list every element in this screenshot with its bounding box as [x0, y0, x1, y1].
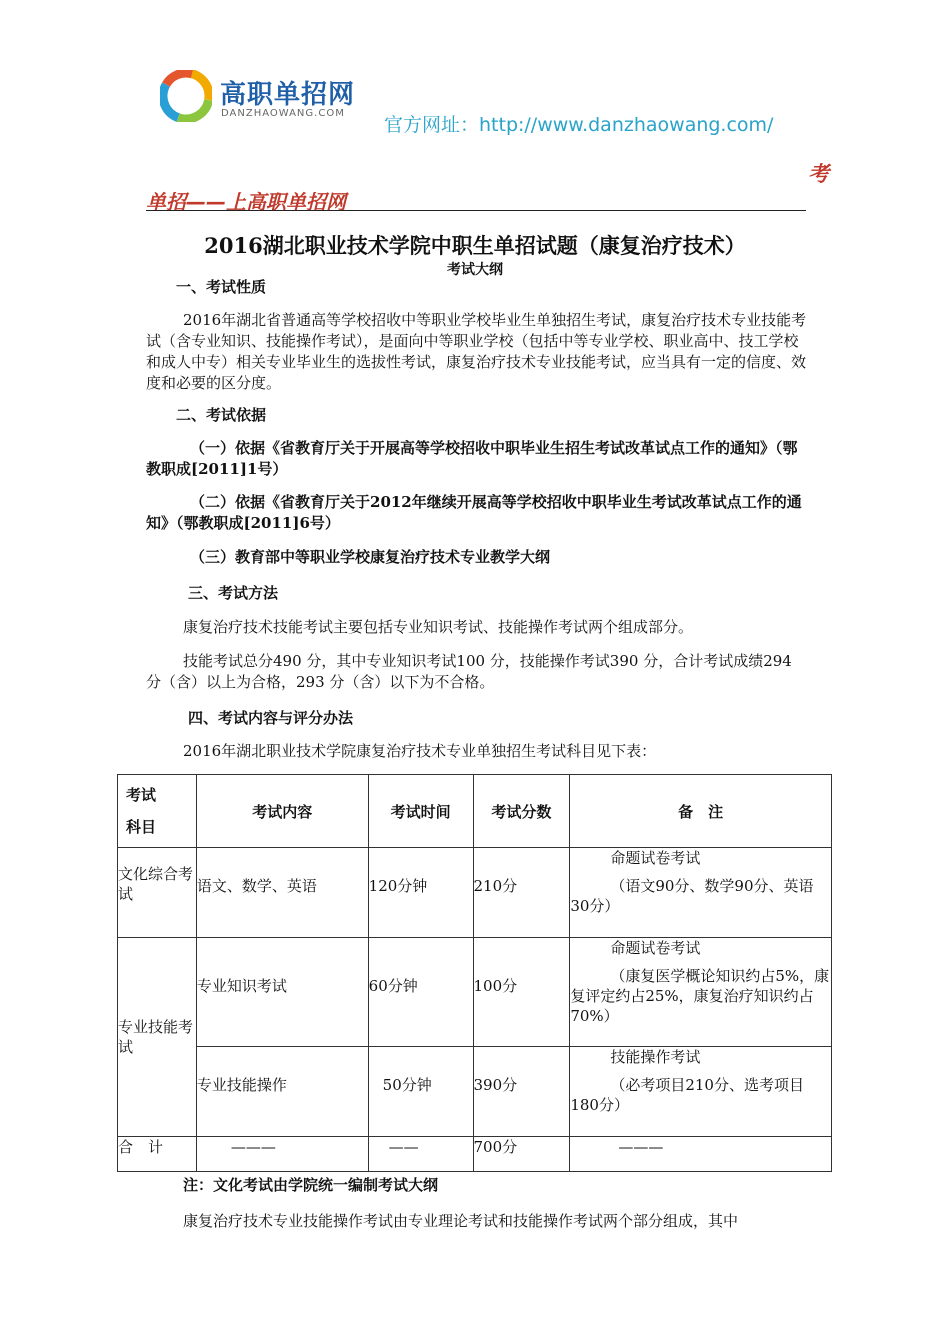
- row1-note: [570, 848, 832, 938]
- section-3-heading: 三、考试方法: [188, 584, 279, 602]
- official-site-link[interactable]: 官方网址：http://www.danzhaowang.com/: [384, 114, 774, 136]
- header-note: 备 注: [570, 775, 832, 848]
- row1-score: 210分: [473, 848, 570, 938]
- row3-content: 专业技能操作: [196, 1047, 368, 1137]
- row1-content: 语文、数学、英语: [196, 848, 368, 938]
- closing-paragraph: 康复治疗技术专业技能操作考试由专业理论考试和技能操作考试两个部分组成，其中: [183, 1212, 739, 1230]
- logo-subtitle: DANZHAOWANG.COM: [221, 108, 345, 119]
- section-2-heading: 二、考试依据: [176, 406, 267, 424]
- row2-time: 60分钟: [368, 938, 473, 1047]
- row2-note: [570, 938, 832, 1047]
- basis-item-1: （一）依据《省教育厅关于开展高等学校招收中职毕业生招生考试改革试点工作的通知》（鄂教职成[2011]1号）: [146, 439, 798, 478]
- header-subject: [118, 775, 197, 848]
- row2-note-detail: （康复医学概论知识约占5%，康复评定约占25%，康复治疗知识约占70%）: [570, 967, 830, 1025]
- row3-note-detail: （必考项目210分、选考项目180分）: [570, 1076, 804, 1114]
- row2-note-title: 命题试卷考试: [610, 939, 701, 957]
- banner-slogan: 单招——上高职单招网: [146, 190, 346, 214]
- logo-name: 高职单招网: [220, 80, 356, 110]
- row4-subject: 合 计: [118, 1137, 197, 1172]
- row4-score: 700分: [473, 1137, 570, 1172]
- basis-item-2: （二）依据《省教育厅关于2012年继续开展高等学校招收中职毕业生考试改革试点工作的通知》（鄂教职成[2011]6号）: [146, 493, 802, 532]
- row3-note: [570, 1047, 832, 1137]
- header-divider: [146, 210, 806, 211]
- section-4-paragraph: 2016年湖北职业技术学院康复治疗技术专业单独招生考试科目见下表：: [183, 742, 657, 760]
- row2-score: 100分: [473, 938, 570, 1047]
- section-4-heading: 四、考试内容与评分办法: [188, 709, 354, 727]
- row2-subject: 专业技能考试: [118, 938, 197, 1137]
- section-1-heading: 一、考试性质: [176, 278, 267, 296]
- logo-mark-icon: [160, 70, 212, 122]
- header-subject-line-1: 考试: [126, 786, 157, 804]
- row3-time: 50分钟: [368, 1047, 473, 1137]
- section-3-paragraph-1: 康复治疗技术技能考试主要包括专业知识考试、技能操作考试两个组成部分。: [183, 618, 694, 636]
- row3-score: 390分: [473, 1047, 570, 1137]
- header-content: 考试内容: [196, 775, 368, 848]
- header-score: 考试分数: [473, 775, 570, 848]
- table-row: [118, 848, 832, 938]
- header-time: 考试时间: [368, 775, 473, 848]
- table-row: [118, 938, 832, 1047]
- row4-note: ———: [570, 1137, 832, 1172]
- row1-subject: 文化综合考试: [118, 848, 197, 938]
- section-3-paragraph-2: 技能考试总分490 分，其中专业知识考试100 分，技能操作考试390 分，合计考试成绩294 分（含）以上为合格，293 分（含）以下为不合格。: [146, 652, 792, 691]
- basis-item-3: （三）教育部中等职业学校康复治疗技术专业教学大纲: [190, 548, 551, 566]
- page-title: 2016湖北职业技术学院中职生单招试题（康复治疗技术）: [204, 233, 746, 258]
- row4-content: ———: [196, 1137, 368, 1172]
- table-row: [118, 1137, 832, 1172]
- section-1-paragraph: 2016年湖北省普通高等学校招收中等职业学校毕业生单独招生考试，康复治疗技术专业技能考试（含专业知识、技能操作考试），是面向中等职业学校（包括中等专业学校、职业高中、技工学校和成人中专）相关专业毕业生的选拔性考试，康复治疗技术专业技能考试，应当具有一定的信度、效度和必要的区分度。: [146, 311, 807, 392]
- table-header-row: [118, 775, 832, 848]
- row1-note-detail: （语文90分、数学90分、英语30分）: [570, 877, 814, 915]
- row4-time: ——: [368, 1137, 473, 1172]
- page-subtitle: 考试大纲: [447, 262, 503, 278]
- exam-subject-table: [117, 774, 832, 1172]
- row1-note-title: 命题试卷考试: [610, 849, 701, 867]
- header-subject-line-2: 科目: [126, 818, 157, 836]
- row3-note-title: 技能操作考试: [610, 1048, 701, 1066]
- table-row: [118, 1047, 832, 1137]
- table-footnote: 注：文化考试由学院统一编制考试大纲: [183, 1176, 439, 1194]
- corner-char: 考: [808, 162, 829, 186]
- row2-content: 专业知识考试: [196, 938, 368, 1047]
- row1-time: 120分钟: [368, 848, 473, 938]
